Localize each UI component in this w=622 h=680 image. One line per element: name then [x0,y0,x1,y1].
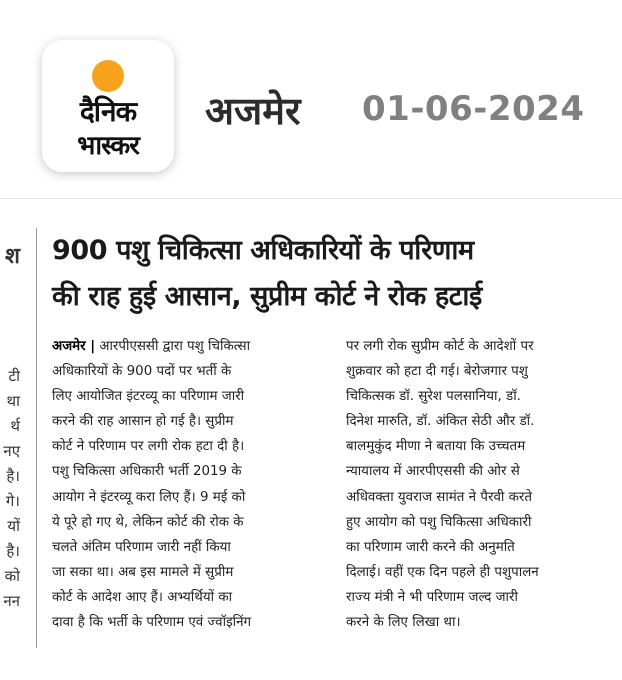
article-line: राज्य मंत्री ने भी परिणाम जल्द जारी [346,589,518,605]
article-line: ये पूरे हो गए थे, लेकिन कोर्ट की रोक के [52,514,244,530]
fragment-text: है। [6,467,20,485]
article-line: चलते अंतिम परिणाम जारी नहीं किया [52,539,231,555]
fragment-text: र्थ [10,417,20,435]
adjacent-article-fragment [0,228,22,668]
fragment-text: को [4,567,20,585]
article-line: करने की राह आसान हो गई है। सुप्रीम [52,414,234,430]
article-line: शुक्रवार को हटा दी गई। बेरोजगार पशु [346,364,528,380]
sun-icon [92,60,124,92]
edition-city: अजमेर [205,89,301,133]
fragment-text: है। [6,542,20,560]
article-line: का परिणाम जारी करने की अनुमति [346,539,515,555]
article-line: कोर्ट ने परिणाम पर लगी रोक हटा दी है। [52,439,245,455]
article-line: हुए आयोग को पशु चिकित्सा अधिकारी [346,514,532,530]
article-line: आरपीएससी द्वारा पशु चिकित्सा [99,339,251,354]
fragment-text: श [5,244,20,269]
article-line: अधिकारियों के 900 पदों पर भर्ती के [52,364,232,380]
headline-line: की राह हुई आसान, सुप्रीम कोर्ट ने रोक हटाई [52,281,482,312]
fragment-text: टी [8,367,20,385]
article-line: करने के लिए लिखा था। [346,615,461,631]
logo-text-line1: दैनिक [79,95,137,128]
article-line: पशु चिकित्सा अधिकारी भर्ती 2019 के [52,464,242,480]
article-line: चिकित्सक डॉ. सुरेश पलसानिया, डॉ. [346,389,521,405]
fragment-text: नए [3,442,20,460]
column-divider [36,228,37,648]
article-column-2 [346,334,620,635]
article-line: दिनेश मारुति, डॉ. अंकित सेठी और डॉ. [346,414,535,430]
fragment-text: गे। [5,492,20,510]
edition-date: 01-06-2024 [362,89,585,129]
article-dateline: अजमेर | [52,339,96,354]
fragment-text: यों [7,517,20,535]
article-column-1 [52,334,332,635]
dainik-bhaskar-logo [42,40,174,172]
article-headline [52,228,618,320]
article-line: पर लगी रोक सुप्रीम कोर्ट के आदेशों पर [346,339,534,354]
article-line: आयोग ने इंटरव्यू करा लिए हैं। 9 मई को [52,489,246,505]
article-line: बालमुकुंद मीणा ने बताया कि उच्चतम [346,439,526,455]
article-line: कोर्ट के आदेश आए हैं। अभ्यर्थियों का [52,589,233,605]
article-line: दिलाई। वहीं एक दिन पहले ही पशुपालन [346,564,539,580]
logo-text-line2: भास्कर [77,131,139,161]
headline-line: 900 पशु चिकित्सा अधिकारियों के परिणाम [52,235,474,266]
fragment-text: नन [3,592,20,610]
header-divider [0,198,622,199]
fragment-text: था [6,392,20,410]
article-line: दावा है कि भर्ती के परिणाम एवं ज्वॉइनिंग [52,615,252,631]
article-line: न्यायालय में आरपीएससी की ओर से [346,464,520,480]
article-line: लिए आयोजित इंटरव्यू का परिणाम जारी [52,389,245,405]
article-line: अधिवक्ता युवराज सामंत ने पैरवी करते [346,489,533,505]
article-line: जा सका था। अब इस मामले में सुप्रीम [52,564,234,580]
